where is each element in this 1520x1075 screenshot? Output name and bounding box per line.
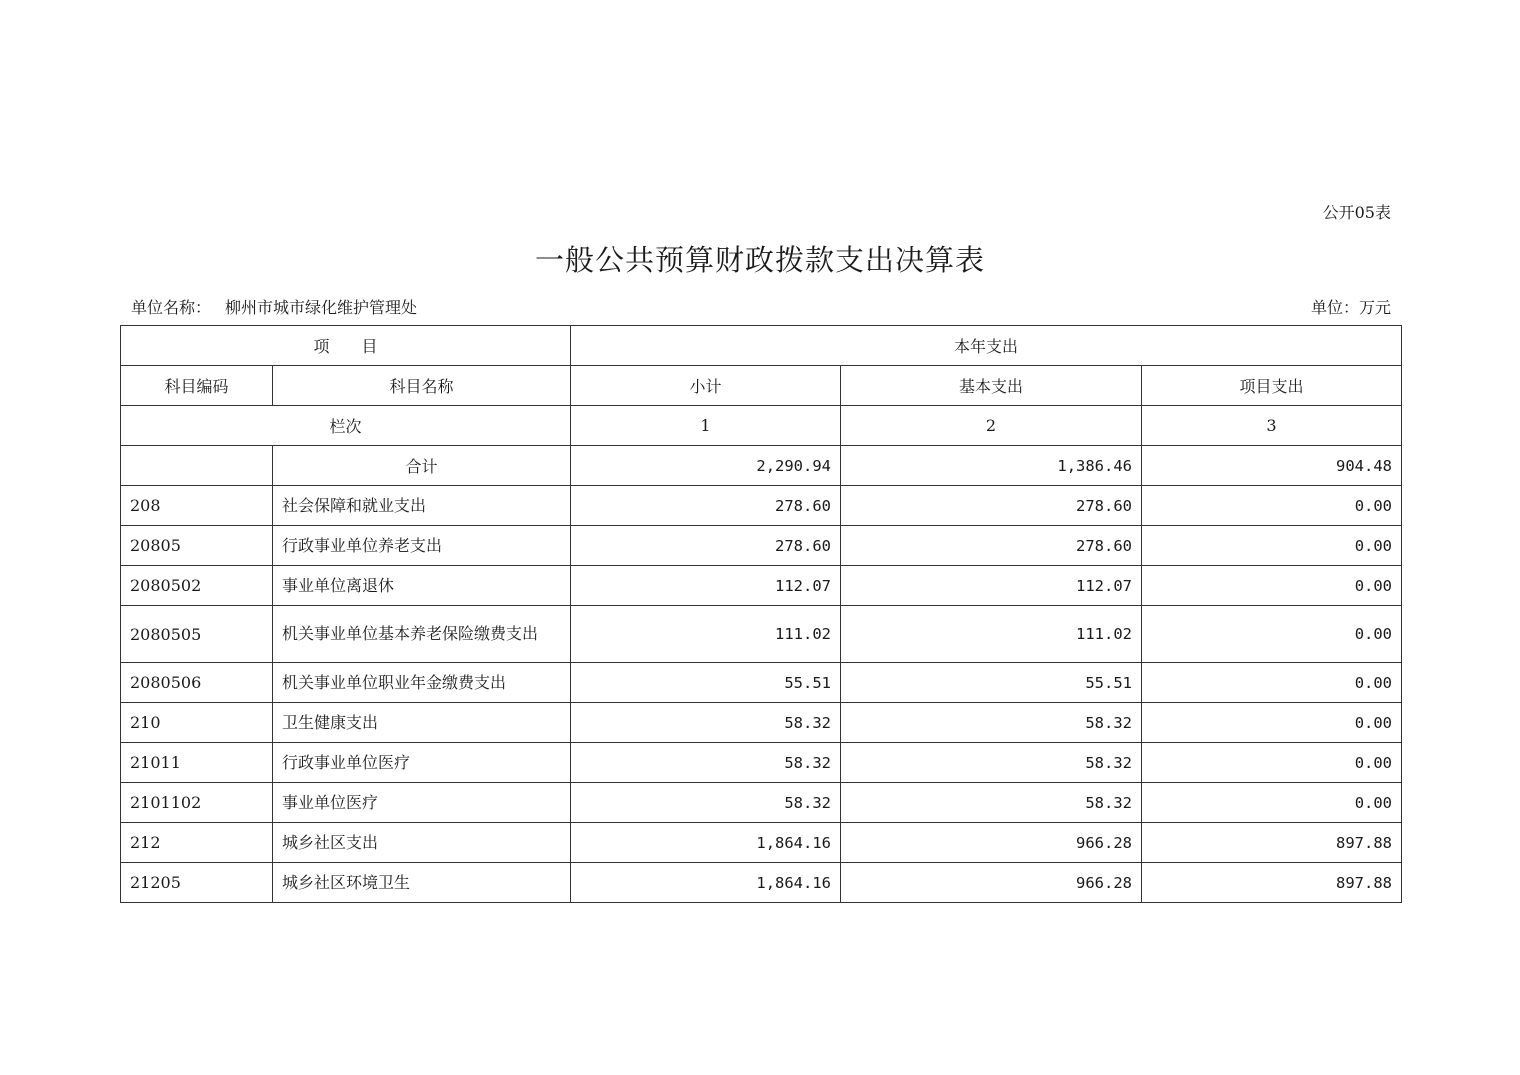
unit-label: 单位：万元: [1310, 298, 1391, 317]
row-basic: 111.02: [841, 606, 1142, 663]
row-project: 0.00: [1142, 566, 1402, 606]
total-subtotal: 2,290.94: [571, 446, 841, 486]
header-project: 项目支出: [1142, 366, 1402, 406]
row-name: 机关事业单位职业年金缴费支出: [273, 663, 571, 703]
row-project: 897.88: [1142, 823, 1402, 863]
row-subtotal: 1,864.16: [571, 863, 841, 903]
header-item: 项 目: [121, 326, 571, 366]
row-code: 2080506: [121, 663, 273, 703]
table-row: [121, 566, 1402, 606]
table-row: [121, 526, 1402, 566]
row-basic: 58.32: [841, 703, 1142, 743]
row-subtotal: 278.60: [571, 526, 841, 566]
row-name: 城乡社区支出: [273, 823, 571, 863]
row-basic: 58.32: [841, 743, 1142, 783]
header-row-1: [121, 326, 1402, 366]
table-row: [121, 486, 1402, 526]
organization-line: [131, 295, 417, 318]
row-name: 事业单位离退休: [273, 566, 571, 606]
row-basic: 58.32: [841, 783, 1142, 823]
total-basic: 1,386.46: [841, 446, 1142, 486]
row-subtotal: 112.07: [571, 566, 841, 606]
row-subtotal: 58.32: [571, 703, 841, 743]
column-index-1: 1: [571, 406, 841, 446]
row-subtotal: 1,864.16: [571, 823, 841, 863]
table-row: [121, 606, 1402, 663]
column-index-2: 2: [841, 406, 1142, 446]
row-basic: 112.07: [841, 566, 1142, 606]
row-name: 机关事业单位基本养老保险缴费支出: [273, 606, 571, 663]
total-label: 合计: [273, 446, 571, 486]
row-code: 20805: [121, 526, 273, 566]
table-row: [121, 663, 1402, 703]
row-subtotal: 55.51: [571, 663, 841, 703]
row-project: 0.00: [1142, 703, 1402, 743]
row-name: 卫生健康支出: [273, 703, 571, 743]
header-row-2: [121, 366, 1402, 406]
row-project: 0.00: [1142, 486, 1402, 526]
header-code: 科目编码: [121, 366, 273, 406]
row-project: 0.00: [1142, 606, 1402, 663]
column-index-label: 栏次: [121, 406, 571, 446]
table-row: [121, 743, 1402, 783]
total-row: [121, 446, 1402, 486]
total-code: [121, 446, 273, 486]
row-basic: 278.60: [841, 486, 1142, 526]
row-code: 2101102: [121, 783, 273, 823]
page-title: 一般公共预算财政拨款支出决算表: [534, 243, 985, 277]
row-name: 行政事业单位医疗: [273, 743, 571, 783]
header-basic: 基本支出: [841, 366, 1142, 406]
organization-label: 单位名称：: [131, 298, 212, 317]
row-project: 897.88: [1142, 863, 1402, 903]
organization-name: 柳州市城市绿化维护管理处: [225, 298, 418, 317]
header-current-year: 本年支出: [571, 326, 1402, 366]
row-basic: 55.51: [841, 663, 1142, 703]
row-name: 城乡社区环境卫生: [273, 863, 571, 903]
column-index-3: 3: [1142, 406, 1402, 446]
header-subtotal: 小计: [571, 366, 841, 406]
row-project: 0.00: [1142, 663, 1402, 703]
header-name: 科目名称: [273, 366, 571, 406]
row-code: 210: [121, 703, 273, 743]
table-row: [121, 823, 1402, 863]
row-code: 212: [121, 823, 273, 863]
row-subtotal: 58.32: [571, 743, 841, 783]
form-number: 公开05表: [1322, 203, 1391, 222]
row-basic: 966.28: [841, 863, 1142, 903]
expenditure-table: [120, 325, 1402, 903]
table-row: [121, 703, 1402, 743]
table-row: [121, 863, 1402, 903]
row-code: 208: [121, 486, 273, 526]
row-subtotal: 278.60: [571, 486, 841, 526]
row-name: 事业单位医疗: [273, 783, 571, 823]
row-code: 2080502: [121, 566, 273, 606]
row-code: 21205: [121, 863, 273, 903]
row-project: 0.00: [1142, 526, 1402, 566]
row-subtotal: 111.02: [571, 606, 841, 663]
table-row: [121, 783, 1402, 823]
row-name: 行政事业单位养老支出: [273, 526, 571, 566]
row-subtotal: 58.32: [571, 783, 841, 823]
row-project: 0.00: [1142, 743, 1402, 783]
column-index-row: [121, 406, 1402, 446]
row-code: 2080505: [121, 606, 273, 663]
row-basic: 278.60: [841, 526, 1142, 566]
row-code: 21011: [121, 743, 273, 783]
row-project: 0.00: [1142, 783, 1402, 823]
row-name: 社会保障和就业支出: [273, 486, 571, 526]
total-project: 904.48: [1142, 446, 1402, 486]
row-basic: 966.28: [841, 823, 1142, 863]
